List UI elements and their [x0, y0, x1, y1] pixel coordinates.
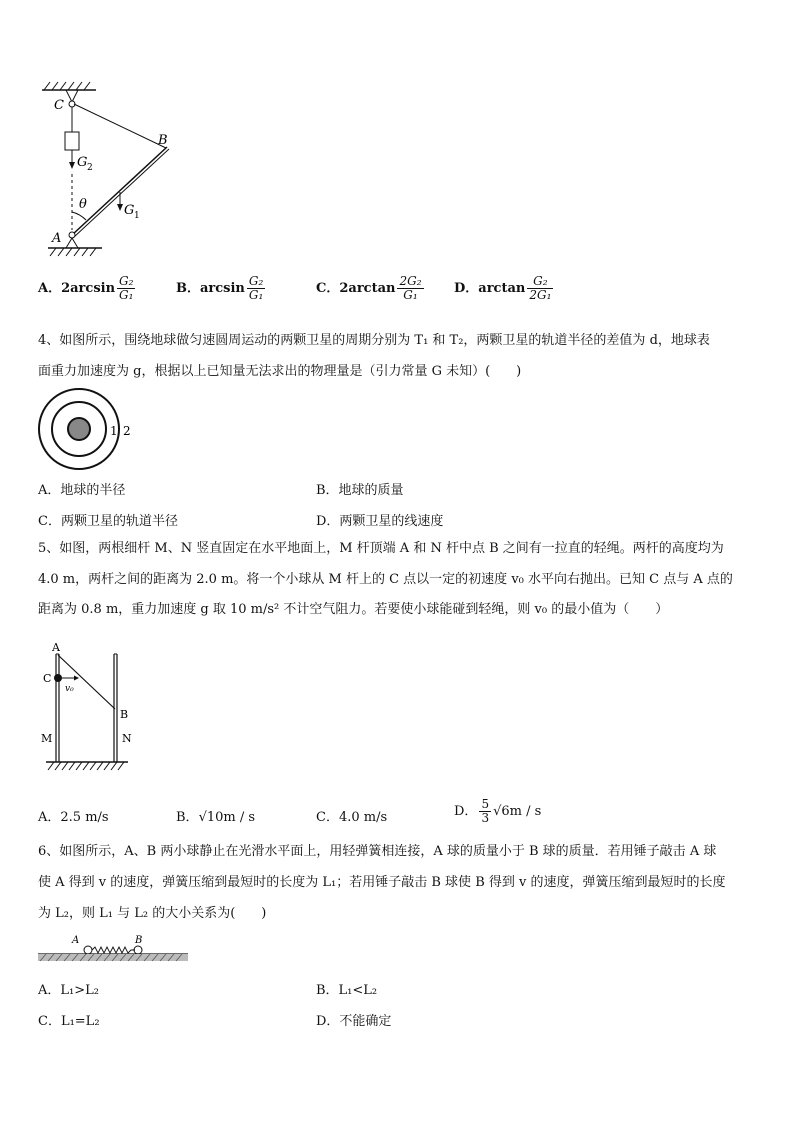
q5-text-line2: 4.0 m，两杆之间的距离为 2.0 m。将一个小球从 M 杆上的 C 点以一定的初速度 v₀ 水平向右抛出。已知 C 点与 A 点的	[38, 572, 733, 587]
q5-option-b-prefix: B．	[176, 810, 199, 825]
q3-option-a-fraction	[117, 275, 135, 302]
q6-option-a[interactable]: A．L₁>L₂	[38, 983, 99, 998]
q5-option-d-fraction	[479, 798, 491, 825]
q5-label-v0: v₀	[65, 684, 74, 694]
q3-option-b-num: G₂	[248, 274, 264, 288]
q3-figure	[36, 80, 186, 265]
q4-orbit-label-1: 1	[110, 424, 118, 438]
q3-option-c-fraction	[397, 275, 423, 302]
q3-option-d-fraction	[527, 275, 553, 302]
q6-option-b[interactable]: B．L₁<L₂	[316, 983, 378, 998]
q6-option-d[interactable]: D．不能确定	[316, 1014, 392, 1029]
q3-label-b: B	[158, 133, 168, 148]
q5-option-b[interactable]	[176, 806, 255, 825]
q6-text-line3: 为 L₂，则 L₁ 与 L₂ 的大小关系为( )	[38, 906, 267, 921]
q3-label-g2-sub: 2	[87, 163, 93, 173]
q4-option-a[interactable]: A．地球的半径	[38, 483, 126, 498]
q3-option-b[interactable]	[176, 275, 267, 302]
q5-option-d-prefix: D．	[454, 804, 478, 819]
q3-option-a-prefix: A．2arcsin	[38, 281, 116, 296]
q6-text-line1: 6、如图所示，A、B 两小球静止在光滑水平面上，用轻弹簧相连接，A 球的质量小于 B 球的质量．若用锤子敲击 A 球	[38, 844, 717, 859]
q5-option-d[interactable]	[454, 798, 541, 825]
q3-option-c-prefix: C．2arctan	[316, 281, 396, 296]
q5-option-d-den: 3	[481, 811, 490, 825]
q5-label-a: A	[52, 641, 60, 654]
q6-text-line2: 使 A 得到 v 的速度，弹簧压缩到最短时的长度为 L₁；若用锤子敲击 B 球使 B 得到 v 的速度，弹簧压缩到最短时的长度	[38, 875, 726, 890]
q3-option-d-den: 2G₁	[529, 288, 552, 302]
q3-option-c-num: 2G₂	[399, 274, 422, 288]
q5-option-c[interactable]: C．4.0 m/s	[316, 810, 388, 825]
q6-option-c[interactable]: C．L₁=L₂	[38, 1014, 100, 1029]
q6-label-a: A	[72, 935, 80, 946]
q5-label-c: C	[43, 672, 52, 685]
q3-option-a[interactable]	[38, 275, 137, 302]
q5-text-line3: 距离为 0.8 m，重力加速度 g 取 10 m/s² 不计空气阻力。若要使小球能碰到轻绳，则 v₀ 的最小值为（ ）	[38, 602, 669, 617]
q4-orbit-label-2: 2	[123, 424, 131, 438]
q3-label-g1-sub: 1	[134, 211, 140, 221]
q6-label-b: B	[135, 935, 143, 946]
q6-spring-figure	[36, 932, 191, 964]
q5-text-line1: 5、如图，两根细杆 M、N 竖直固定在水平地面上，M 杆顶端 A 和 N 杆中点 B 之间有一拉直的轻绳。两杆的高度均为	[38, 541, 724, 556]
q3-option-c-den: G₁	[403, 288, 418, 302]
q3-option-b-den: G₁	[248, 288, 264, 302]
q3-label-c: C	[54, 98, 64, 113]
q3-option-d[interactable]	[454, 275, 555, 302]
q3-option-b-fraction	[247, 275, 265, 302]
q3-option-a-num: G₂	[119, 274, 134, 288]
q3-option-b-prefix: B．arcsin	[176, 281, 245, 296]
q5-label-m: M	[41, 732, 53, 745]
q5-poles-figure	[36, 640, 136, 775]
q4-option-d[interactable]: D．两颗卫星的线速度	[316, 514, 444, 529]
q5-option-a[interactable]: A．2.5 m/s	[38, 810, 109, 825]
q3-option-c[interactable]	[316, 275, 426, 302]
q3-label-g1: G	[124, 203, 135, 218]
q4-option-c[interactable]: C．两颗卫星的轨道半径	[38, 514, 178, 529]
q5-label-b: B	[120, 708, 129, 721]
q3-label-a: A	[52, 231, 62, 246]
q3-option-d-prefix: D．arctan	[454, 281, 526, 296]
q3-label-theta: θ	[79, 197, 87, 212]
q4-orbit-figure	[36, 388, 146, 472]
q5-option-b-value: √10m / s	[198, 810, 256, 825]
q3-label-g2: G	[77, 155, 88, 170]
q4-text-line2: 面重力加速度为 g，根据以上已知量无法求出的物理量是（引力常量 G 未知）( )	[38, 364, 522, 379]
q5-label-n: N	[122, 732, 132, 745]
q3-option-d-num: G₂	[527, 275, 553, 289]
q3-option-a-den: G₁	[119, 288, 134, 302]
q4-text-line1: 4、如图所示，围绕地球做匀速圆周运动的两颗卫星的周期分别为 T₁ 和 T₂，两颗卫星的轨道半径的差值为 d，地球表	[38, 333, 710, 348]
q5-option-d-tail: √6m / s	[493, 804, 542, 819]
q5-option-d-num: 5	[481, 797, 490, 811]
q4-option-b[interactable]: B．地球的质量	[316, 483, 404, 498]
